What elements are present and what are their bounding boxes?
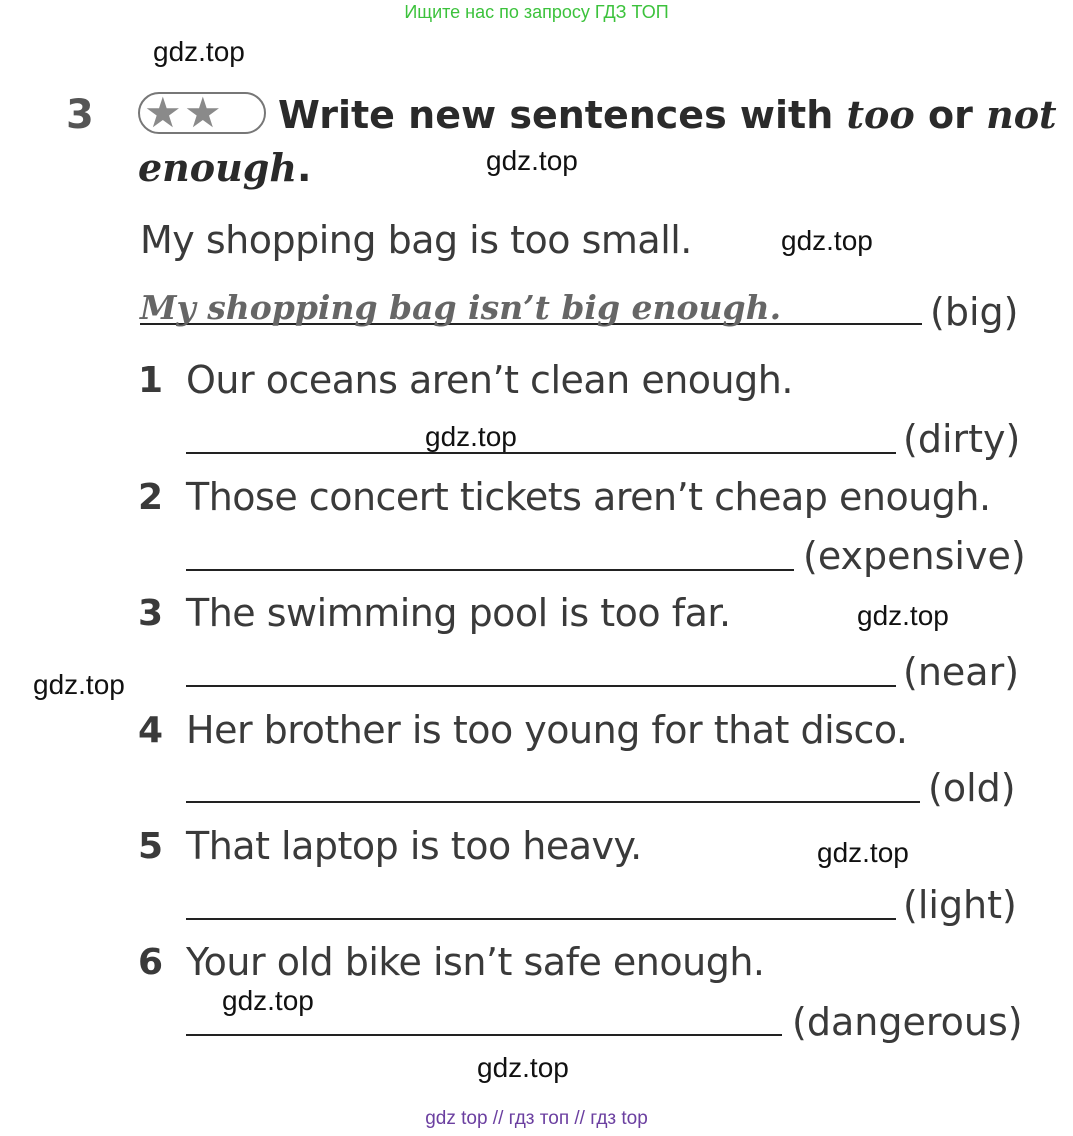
watermark: gdz.top <box>153 36 245 67</box>
exercise-number: 3 <box>66 92 94 138</box>
watermark: gdz.top <box>857 600 949 631</box>
watermark: gdz.top <box>781 225 873 256</box>
star-icon: ★ <box>184 92 222 134</box>
watermark: gdz.top <box>425 421 517 452</box>
item-hint: (near) <box>903 650 1020 694</box>
item-sentence: Those concert tickets aren’t cheap enough. <box>186 475 991 519</box>
item-hint: (light) <box>903 883 1017 927</box>
item-sentence: Our oceans aren’t clean enough. <box>186 358 793 402</box>
watermark: gdz.top <box>817 837 909 868</box>
top-banner: Ищите нас по запросу ГДЗ ТОП <box>404 2 669 22</box>
watermark: gdz.top <box>33 669 125 700</box>
answer-line[interactable] <box>186 1034 782 1036</box>
footer-links: gdz top // гдз топ // гдз top <box>425 1108 648 1129</box>
watermark: gdz.top <box>477 1052 569 1083</box>
example-sentence: My shopping bag is too small. <box>140 218 692 262</box>
item-number: 2 <box>138 477 164 518</box>
answer-line[interactable] <box>186 918 896 920</box>
answer-line[interactable] <box>186 685 896 687</box>
example-answer: My shopping bag isn’t big enough. <box>140 288 782 327</box>
exercise-title: Write new sentences with too or not <box>278 92 1057 137</box>
watermark: gdz.top <box>222 985 314 1016</box>
difficulty-stars <box>138 92 266 134</box>
item-sentence: That laptop is too heavy. <box>186 824 642 868</box>
item-sentence: The swimming pool is too far. <box>186 591 731 635</box>
item-number: 5 <box>138 826 164 867</box>
item-number: 3 <box>138 593 164 634</box>
item-number: 6 <box>138 942 164 983</box>
answer-line[interactable] <box>186 801 920 803</box>
item-sentence: Your old bike isn’t safe enough. <box>186 940 765 984</box>
exercise-title-continued: enough. <box>138 145 312 190</box>
item-number: 1 <box>138 360 164 401</box>
item-number: 4 <box>138 710 164 751</box>
answer-line[interactable] <box>186 569 794 571</box>
answer-line[interactable] <box>186 452 896 454</box>
item-sentence: Her brother is too young for that disco. <box>186 708 908 752</box>
item-hint: (expensive) <box>803 534 1026 578</box>
item-hint: (dirty) <box>903 417 1021 461</box>
item-hint: (dangerous) <box>792 1000 1023 1044</box>
star-icon: ★ <box>144 92 182 134</box>
item-hint: (old) <box>928 766 1016 810</box>
watermark: gdz.top <box>486 145 578 176</box>
example-hint: (big) <box>930 290 1019 334</box>
